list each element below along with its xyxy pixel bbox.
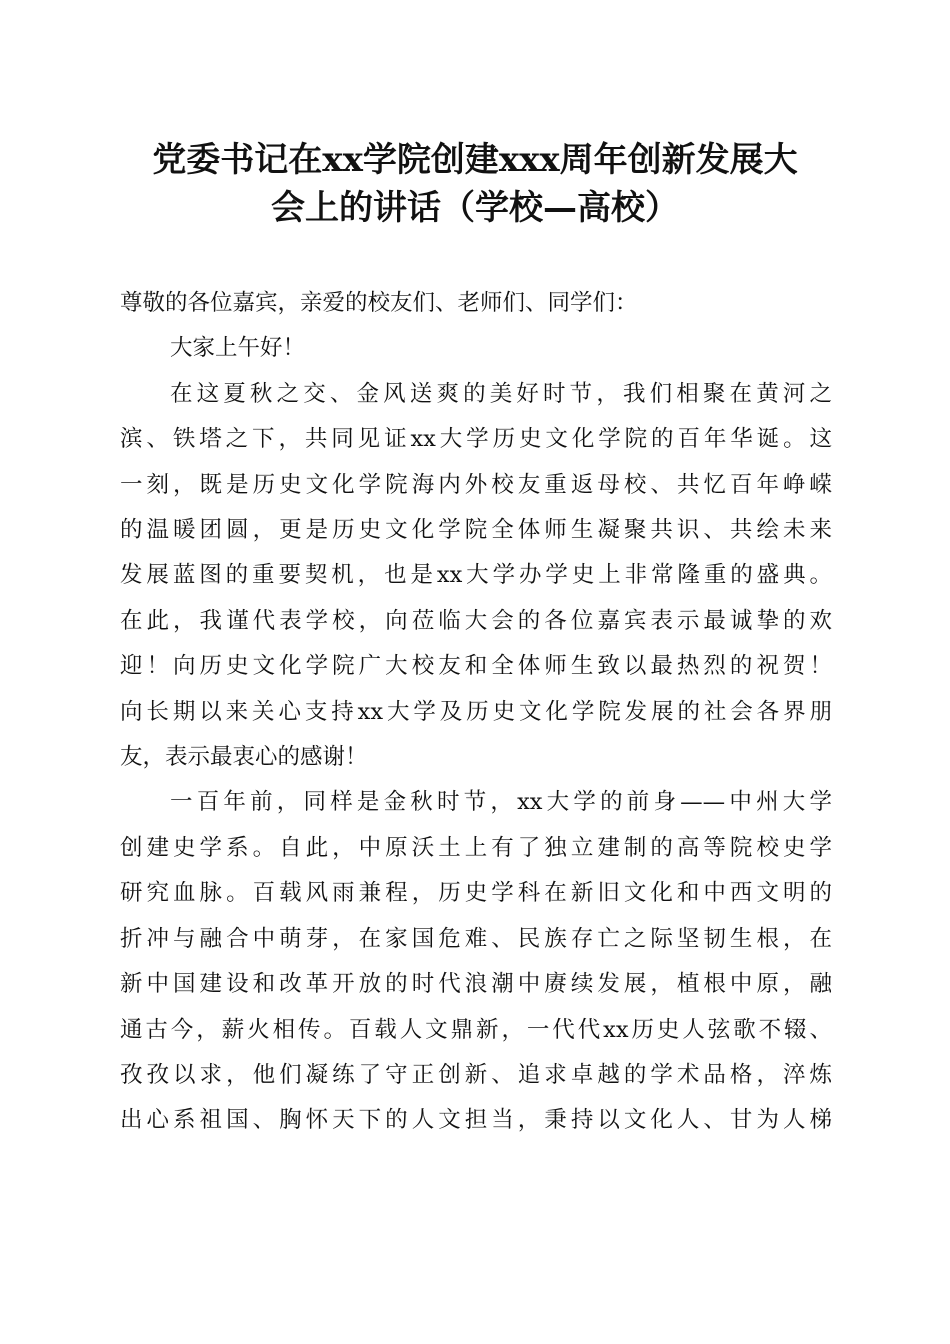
paragraph-line: 向长期以来关心支持xx大学及历史文化学院发展的社会各界朋 [120,698,832,725]
paragraph-line: 创建史学系。自此，中原沃土上有了独立建制的高等院校史学 [120,834,832,861]
paragraph-line: 滨、铁塔之下，共同见证xx大学历史文化学院的百年华诞。这 [120,426,832,453]
paragraph-line: 迎！向历史文化学院广大校友和全体师生致以最热烈的祝贺！ [120,653,832,680]
paragraph-line: 孜孜以求，他们凝练了守正创新、追求卓越的学术品格，淬炼 [120,1061,832,1088]
title-line-2: 会上的讲话（学校—高校） [271,188,679,228]
document-title [100,136,850,232]
paragraph-line: 出心系祖国、胸怀天下的人文担当，秉持以文化人、甘为人梯 [120,1107,832,1134]
greeting: 大家上午好！ [170,335,306,362]
paragraph-line: 的温暖团圆，更是历史文化学院全体师生凝聚共识、共绘未来 [120,517,832,544]
paragraph-line: 研究血脉。百载风雨兼程，历史学科在新旧文化和中西文明的 [120,880,832,907]
title-line-1: 党委书记在xx学院创建xxx周年创新发展大 [152,140,798,180]
paragraph-line: 在此，我谨代表学校，向莅临大会的各位嘉宾表示最诚挚的欢 [120,607,832,634]
paragraph-line: 发展蓝图的重要契机，也是xx大学办学史上非常隆重的盛典。 [120,562,832,589]
paragraph-line: 新中国建设和改革开放的时代浪潮中赓续发展，植根中原，融 [120,971,832,998]
document-body [120,281,832,1144]
paragraph-line: 友，表示最衷心的感谢！ [120,744,368,771]
paragraph-line: 通古今，薪火相传。百载人文鼎新，一代代xx历史人弦歌不辍、 [120,1016,832,1043]
paragraph-line: 一百年前，同样是金秋时节，xx大学的前身——中州大学 [170,789,832,816]
salutation: 尊敬的各位嘉宾，亲爱的校友们、老师们、同学们： [120,290,638,316]
paragraph-line: 在这夏秋之交、金风送爽的美好时节，我们相聚在黄河之 [170,380,832,407]
paragraph-line: 折冲与融合中萌芽，在家国危难、民族存亡之际坚韧生根，在 [120,925,832,952]
paragraph-line: 一刻，既是历史文化学院海内外校友重返母校、共忆百年峥嵘 [120,471,832,498]
